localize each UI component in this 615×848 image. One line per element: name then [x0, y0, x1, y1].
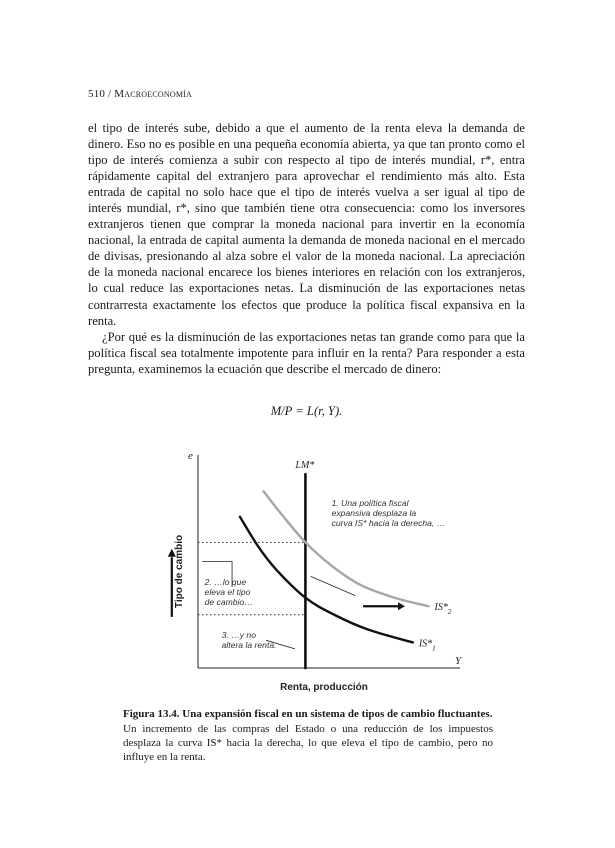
- income-note-line-2: altera la renta.: [221, 640, 277, 651]
- page-number: 510: [88, 88, 106, 100]
- figure-13-4: [160, 440, 500, 700]
- x-axis-label: Renta, producción: [280, 682, 368, 693]
- exchange-rate-note-line-3: de cambio…: [204, 596, 253, 607]
- figure-title: Figura 13.4. Una expansión fiscal en un sistema de tipos de cambio fluctuantes.: [123, 708, 493, 720]
- figure-caption: Un incremento de las compras del Estado o una reducción de los impuestos desplaza la curva IS* hacia la derecha, lo que eleva el tipo de cambio, pero no influye en la renta.: [123, 723, 493, 764]
- money-market-equation: M/P = L(r, Y).: [270, 404, 343, 418]
- income-note-line-1: 3. …y no: [221, 630, 256, 641]
- shift-note-line-1: 1. Una política fiscal: [331, 498, 409, 509]
- y-axis-symbol: e: [188, 450, 193, 462]
- running-header: [88, 88, 192, 100]
- label-ISstar2: $IS*_2$: [434, 602, 452, 617]
- curve-ISstar1: [240, 517, 413, 643]
- x-axis-symbol: Y: [455, 655, 462, 667]
- shift-arrow-head: [398, 602, 405, 610]
- exchange-rate-note-line-2: eleva el tipo: [204, 586, 251, 597]
- label-subscript: 1: [432, 644, 436, 653]
- shift-note-line-3: curva IS* hacia la derecha, …: [331, 518, 446, 529]
- header-separator: /: [108, 88, 112, 100]
- body-text: [88, 120, 525, 377]
- shift-note-line-2: expansiva desplaza la: [331, 508, 417, 519]
- label-lm-star: LM*: [295, 460, 315, 472]
- paragraph-1: el tipo de interés sube, debido a que el aumento de la renta eleva la demanda de dinero. Eso no es posible en una pequeña economía abierta, ya que tan pronto como el tipo de interés comienza a subir con respecto al tipo de interés mundial, r*, entra rápidamente capital del extranjero para aprovechar el rendimiento más alto. Esta entrada de capital no solo hace que el tipo de interés vuelva a ser igual al tipo de interés mundial, r*, sino que también tiene otra consecuencia: como los inversores extranjeros tienen que comprar la moneda nacional para invertir en la economía nacional, la entrada de capital aumenta la demanda de moneda nacional en el mercado de divisas, presionando al alza sobre el valor de la moneda nacional. La apreciación de la moneda nacional encarece los bienes interiores en relación con los extranjeros, lo cual reduce las exportaciones netas. La disminución de las exportaciones netas contrarresta exactamente los efectos que produce la política fiscal expansiva en la renta.: [88, 121, 525, 328]
- y-axis-label: Tipo de cambio: [174, 534, 185, 609]
- label-ISstar1: $IS*_1$: [418, 638, 436, 653]
- book-title: Macroeconomía: [114, 88, 192, 100]
- label-subscript: 2: [447, 608, 452, 617]
- paragraph-2: ¿Por qué es la disminución de las exportaciones netas tan grande como para que la política fiscal sea totalmente impotente para influir en la renta? Para responder a esta pregunta, examinemos la ecuación que describe el mercado de dinero:: [88, 329, 525, 376]
- chart-canvas: [160, 440, 500, 700]
- exchange-rate-note-line-1: 2. …lo que: [204, 576, 247, 587]
